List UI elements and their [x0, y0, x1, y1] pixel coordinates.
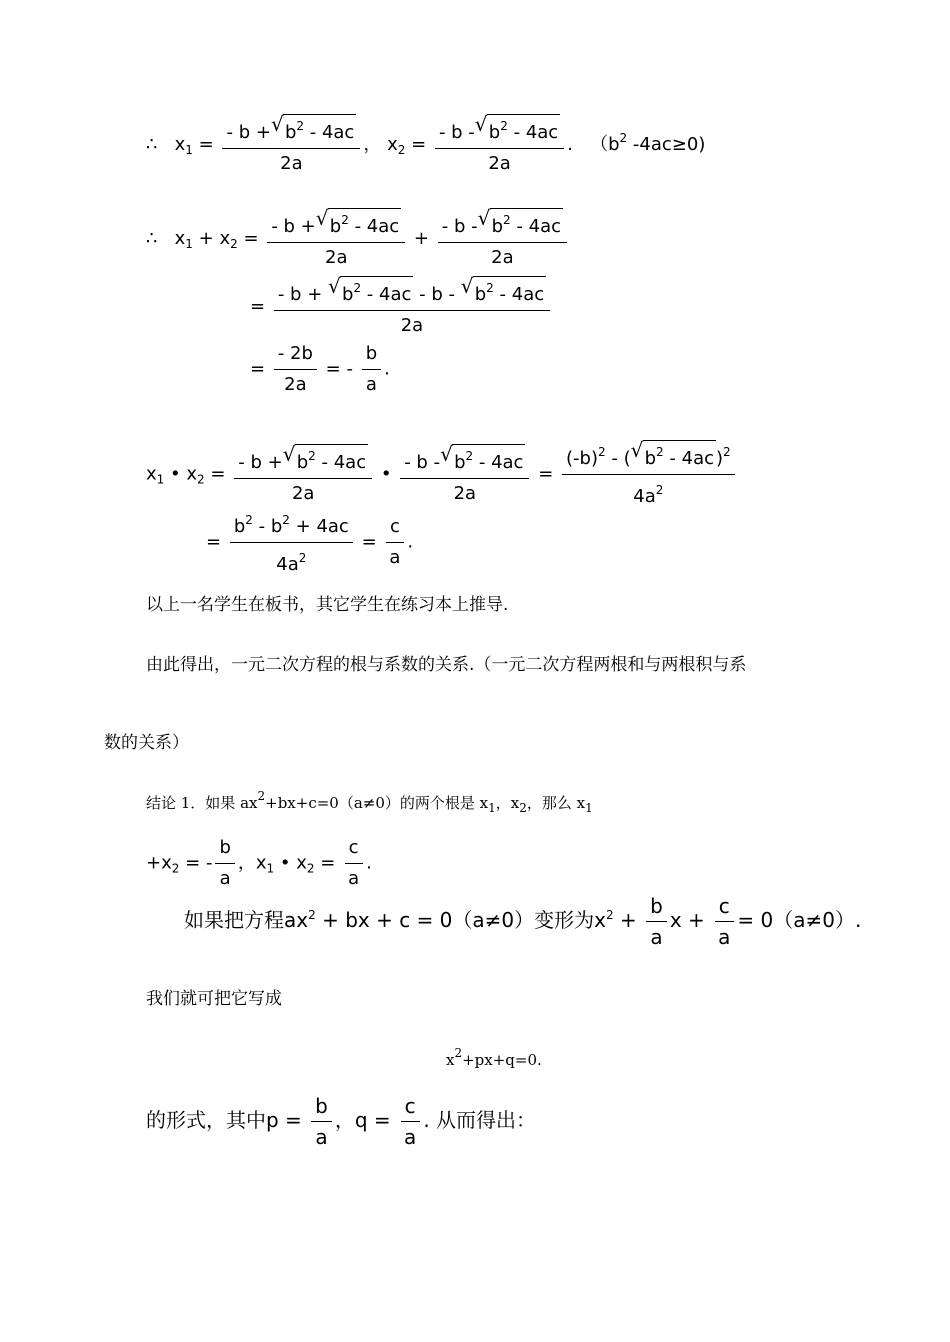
- paragraph-write-as: 我们就可把它写成: [146, 989, 282, 1009]
- equation-sum-line3: = $\frac{- 2b}{2a}$ = - $\frac{b}{a}$ .: [250, 343, 390, 395]
- therefore-symbol: ∴: [146, 228, 158, 249]
- equation-sum-line2: = $\frac{- b + √ b^2 - 4ac - b - √ b^2 - 4ac}{2a}$: [250, 276, 553, 338]
- paragraph-relation-line1: 由此得出，一元二次方程的根与系数的关系.（一元二次方程两根和与两根积与系: [146, 655, 747, 675]
- paragraph-relation-line2: 数的关系）: [104, 733, 189, 753]
- paragraph-board-work: 以上一名学生在板书，其它学生在练习本上推导.: [146, 595, 509, 615]
- therefore-symbol: ∴: [146, 134, 158, 155]
- equation-product-line1: $x_1$ • $x_2$ = $\frac{- b +√ b^2 - 4ac}{2a}$ • $\frac{- b -√ b^2 - 4ac}{2a}$ = $\frac{(-b)^2 - (√ b^2 - 4ac )^2}{4a^2}$: [146, 440, 738, 509]
- conclusion-line1: 结论 1．如果 $ax^2+bx+c=0(a\ne 0)$的两个根是 $x_1$，$x_2$，那么 $x_1$: [146, 789, 593, 815]
- transform-equation: 如果把方程$ax^2$ + bx + c = 0（a≠0）变形为$x^2$ + $\frac{b}{a}$ x + $\frac{c}{a}$ = 0（a≠0）.: [184, 894, 862, 949]
- equation-product-line2: = $\frac{b^2 - b^2 + 4ac}{4a^2}$ = $\frac{c}{a}$ .: [206, 508, 413, 577]
- form-definition: 的形式，其中p = $\frac{b}{a}$ ，q = $\frac{c}{a}$ . 从而得出：: [146, 1094, 537, 1149]
- equation-sum-line1: ∴ $x_1 + x_2$ = $\frac{- b +√ b^2 - 4ac}{2a}$ + $\frac{- b -√ b^2 - 4ac}{2a}$: [146, 208, 570, 270]
- standard-form: $x^2+px+q=0$.: [446, 1046, 542, 1069]
- root-x2-fraction: $\frac{- b -√ b^2 - 4ac}{2a}$: [435, 114, 564, 176]
- root-x1-fraction: $\frac{- b +√ b^2 - 4ac}{2a}$: [222, 114, 360, 176]
- conclusion-line2: $+x_2$ = - $\frac{b}{a}$ ，$x_1$ • $x_2$ = $\frac{c}{a}$ .: [146, 837, 372, 889]
- equation-roots: ∴ $x_1$ = $\frac{- b +√ b^2 - 4ac}{2a}$ ， $x_2$ = $\frac{- b -√ b^2 - 4ac}{2a}$ . （$b^2$ -4ac≥0): [146, 114, 705, 176]
- discriminant-condition: （$b^2$ -4ac≥0): [590, 131, 706, 155]
